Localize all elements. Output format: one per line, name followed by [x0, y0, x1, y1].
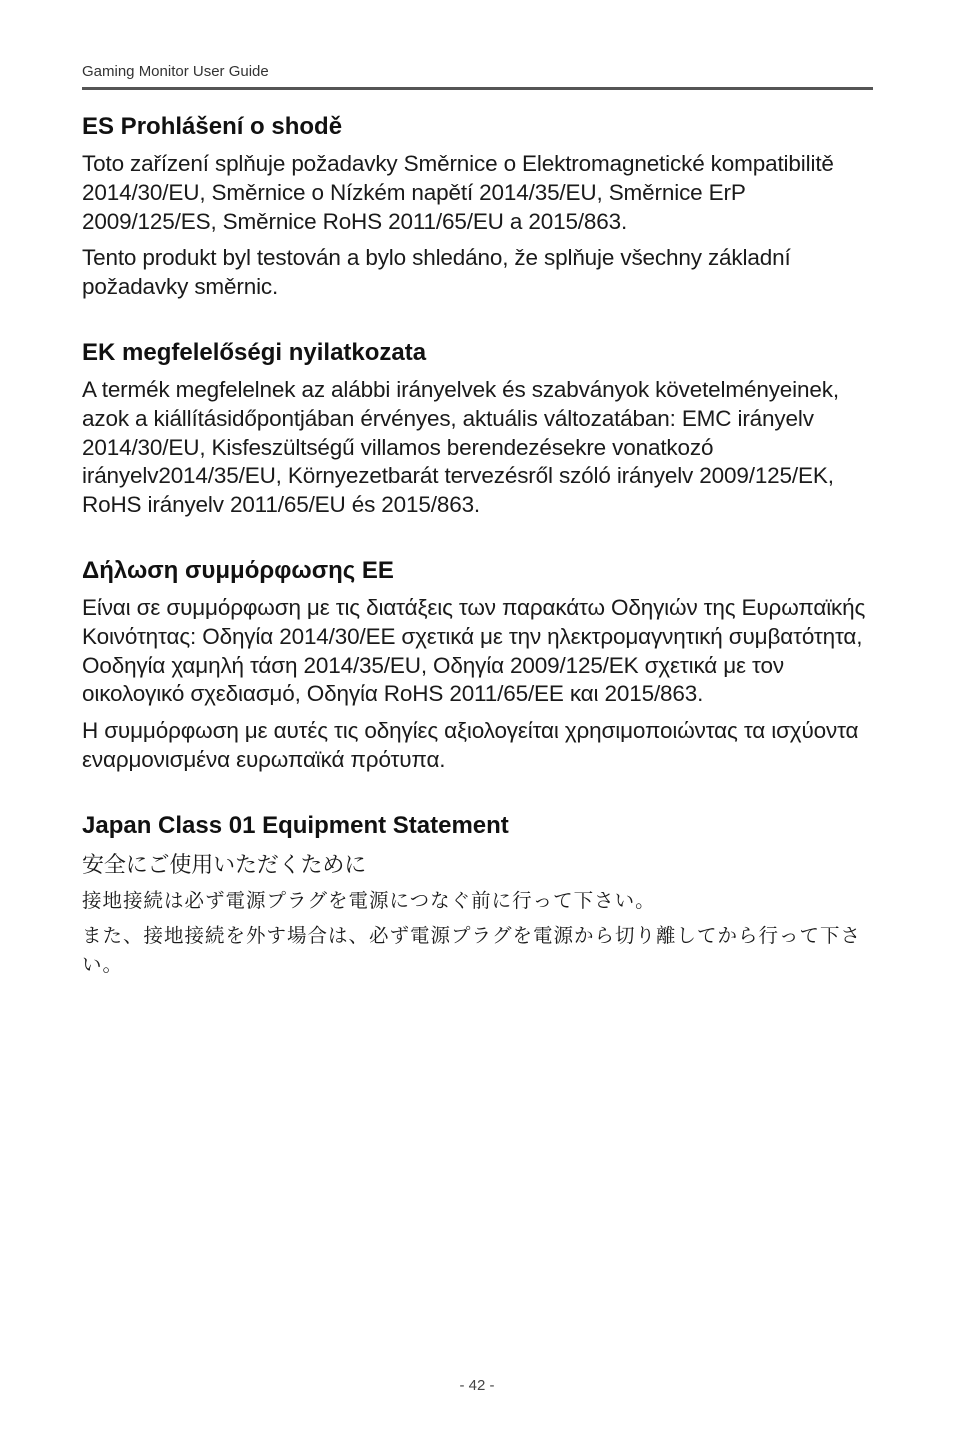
section-heading: ES Prohlášení o shodě — [82, 113, 343, 140]
section-japan-statement — [82, 809, 882, 980]
section-paragraph: Toto zařízení splňuje požadavky Směrnice o Elektromagnetické kompatibilitě 2014/30/EU, Směrnice o Nízkém napětí 2014/35/EU, Směrnice ErP 2009/125/ES, Směrnice RoHS 2011/65/EU a 2015/863. — [82, 151, 834, 234]
section-paragraph: Η συμμόρφωση με αυτές τις οδηγίες αξιολογείται χρησιμοποιώντας τα ισχύοντα εναρμονισμένα ευρωπαϊκά πρότυπα. — [82, 718, 859, 772]
section-heading: Δήλωση συμμόρφωσης ΕΕ — [82, 556, 394, 584]
section-paragraph: また、接地接続を外す場合は、必ず電源プラグを電源から切り離してから行って下さい。 — [82, 924, 862, 976]
section-paragraph: Είναι σε συμμόρφωση με τις διατάξεις των παρακάτω Οδηγιών της Ευρωπαϊκής Κοινότητας: Οδηγία 2014/30/ΕΕ σχετικά με την ηλεκτρομαγνητική συμβατότητα, Οοδηγία χαμηλή τάση 2014/35/EU, Οδηγία 2009/125/ΕΚ σχετικά με τον οικολογικό σχεδιασμό, Οδηγία RoHS 2011/65/ΕΕ και 2015/863. — [82, 594, 866, 707]
section-heading: EK megfelelőségi nyilatkozata — [82, 338, 427, 366]
section-paragraph: 接地接続は必ず電源プラグを電源につなぐ前に行って下さい。 — [82, 889, 656, 912]
section-hungarian-declaration — [82, 336, 882, 520]
header-divider — [82, 87, 873, 90]
guide-title: Gaming Monitor User Guide — [82, 63, 269, 80]
section-paragraph: A termék megfelelnek az alábbi irányelvek és szabványok követelményeinek, azok a kiállításidőpontjában érvényes, aktuális változatában: EMC irányelv 2014/30/EU, Kisfeszültségű villamos berendezésekre vonatkozó irányelv2014/35/EU, Környezetbarát tervezésről szóló irányelv 2009/125/EK, RoHS irányelv 2011/65/EU és 2015/863. — [82, 376, 839, 518]
section-heading: Japan Class 01 Equipment Statement — [82, 811, 509, 839]
page-header — [82, 62, 873, 82]
section-subheading: 安全にご使用いただくために — [82, 851, 367, 877]
page-number: - 42 - — [459, 1377, 495, 1394]
section-greek-declaration — [82, 554, 882, 775]
page-content — [82, 110, 882, 986]
section-paragraph: Tento produkt byl testován a bylo shledáno, že splňuje všechny základní požadavky směrnic. — [82, 245, 791, 300]
section-czech-declaration — [82, 110, 882, 302]
